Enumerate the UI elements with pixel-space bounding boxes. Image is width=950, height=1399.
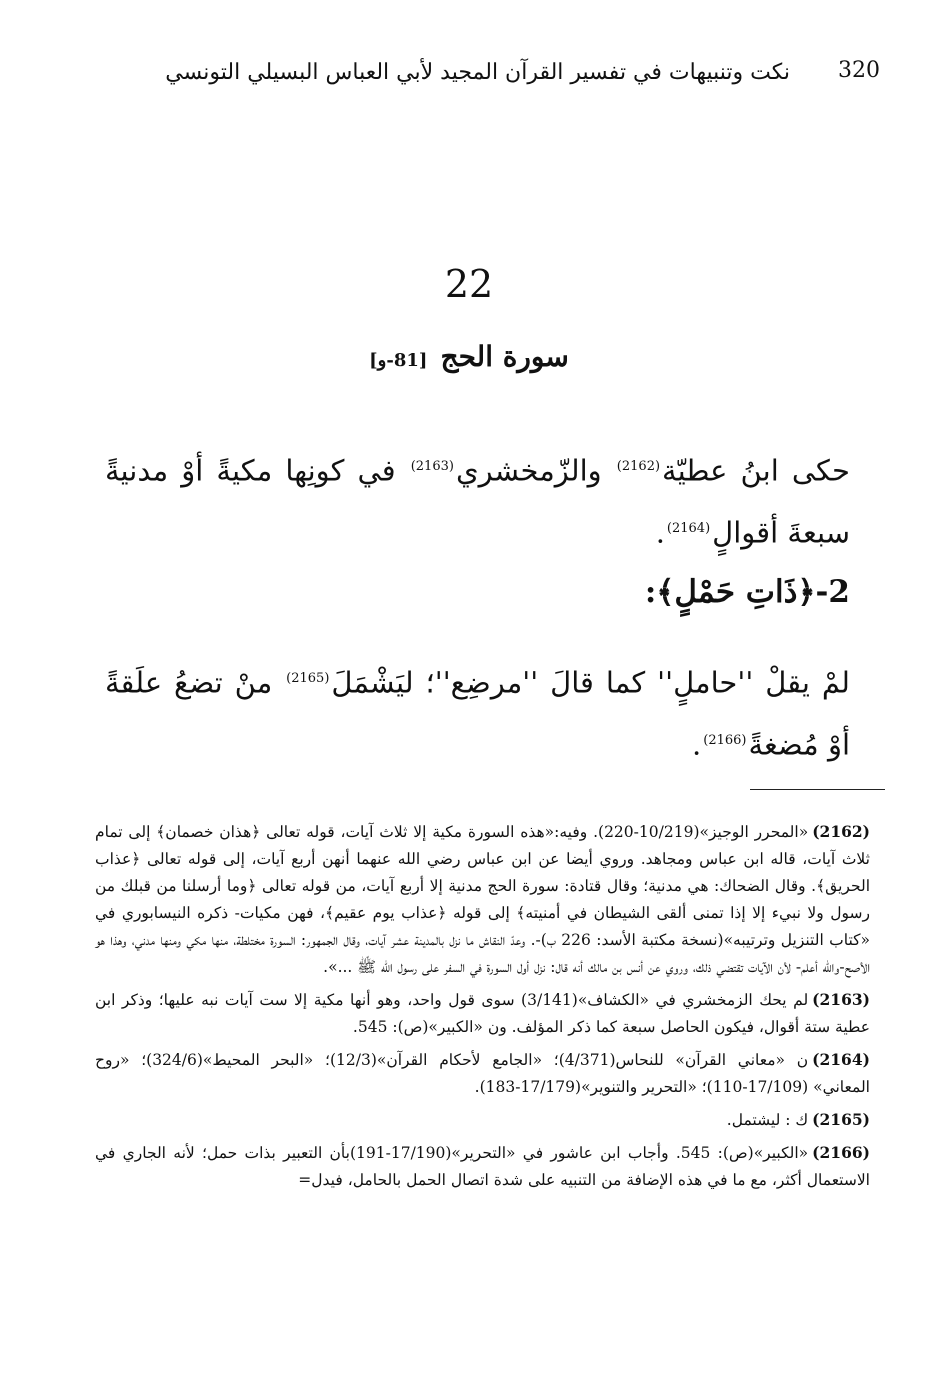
commentary-text: . xyxy=(692,727,702,762)
footnote xyxy=(95,1139,870,1194)
footnote-number: (2166) xyxy=(812,1143,870,1162)
manuscript-folio: [81-و] xyxy=(369,350,428,371)
verse-commentary xyxy=(105,650,850,773)
footnote-ref: (2166) xyxy=(703,732,747,748)
footnote-text: «المحرر الوجيز»(10/219-220). وفيه:«هذه السورة مكية إلا ثلاث آيات، قوله تعالى ﴿هذان خصمان﴾ إلى تمام ثلاث آيات، قاله ابن عباس ومجاهد. وروي أيضا عن ابن عباس رضي الله عنهما أنهن أربع آيات، إلى قوله تعالى ﴿عذاب الحريق﴾. وقال الضحاك: هي مدنية؛ وقال قتادة: سورة الحج مدنية إلا أربع آيات، من قوله تعالى ﴿وما أرسلنا من قبلك من رسول ولا نبيء إلا إذا تمنى ألقى الشيطان في أمنيته﴾ إلى قوله ﴿عذاب يوم عقيم﴾، فهن مكيات- ذكره النيسابوري في «كتاب التنزيل وترتيبه»(نسخة مكتبة الأسد: 226 ب)-. وعدّ النقاش ما نزل بالمدينة عشر آيات، وقال الجمهور: السورة مختلطة، منها مكي ومنها مدني، وهذا هو الأصح-والله أعلم- لأن الآيات تقتضي ذلك، وروي عن أنس بن مالك أنه قال: نزل أول السورة في السفر على رسول الله ﷺ ...». xyxy=(95,823,870,976)
page-number: 320 xyxy=(838,58,880,83)
footnote xyxy=(95,1046,870,1101)
footnote-number: (2163) xyxy=(812,990,870,1009)
footnote-text: «الكبير»(ص): 545. وأجاب ابن عاشور في «التحرير»(17/190-191)بأن التعبير بذات حمل؛ لأنه الجاري في الاستعمال أكثر، مع ما في هذه الإضافة من التنبيه على شدة اتصال الحمل بالحامل، فيدل= xyxy=(95,1144,870,1189)
footnote-text: لم يحك الزمخشري في «الكشاف»(3/141) سوى قول واحد، وهو أنها مكية إلا ست آيات نبه عليها؛ وذكر ابن عطية ستة أقوال، فيكون الحاصل سبعة كما ذكر المؤلف. ون «الكبير»(ص): 545. xyxy=(95,991,870,1036)
commentary-text: منْ تضعُ علَقةً أوْ مُضغةً xyxy=(105,665,850,762)
intro-paragraph xyxy=(105,438,850,561)
footnote-text: ك : ليشتمل. xyxy=(726,1111,809,1129)
footnote xyxy=(95,818,870,981)
footnote-ref: (2165) xyxy=(286,671,330,686)
footnote-ref: (2163) xyxy=(410,459,454,474)
footnote-number: (2165) xyxy=(812,1110,870,1129)
commentary-text: لمْ يقلْ ''حاملٍ'' كما قالَ ''مرضِع''؛ ليَشْمَلَ xyxy=(331,665,850,700)
page-header xyxy=(165,58,880,102)
intro-text: في كونِها مكيةً أوْ مدنيةً سبعةَ أقوالٍ xyxy=(105,453,850,550)
footnote xyxy=(95,1106,870,1134)
intro-text: حكى ابنُ عطيّة xyxy=(662,453,850,488)
footnote-ref: (2164) xyxy=(666,520,711,536)
verse-heading: 2-﴿ذَاتِ حَمْلٍ﴾: xyxy=(644,574,850,610)
surah-heading xyxy=(0,340,938,373)
footnote-separator xyxy=(750,789,885,790)
footnote-number: (2164) xyxy=(812,1050,870,1069)
intro-text: . xyxy=(655,515,665,550)
footnote-number: (2162) xyxy=(812,822,871,841)
running-title: نكت وتنبيهات في تفسير القرآن المجيد لأبي العباس البسيلي التونسي xyxy=(165,60,790,85)
footnote xyxy=(95,986,870,1041)
chapter-number: 22 xyxy=(444,262,494,306)
surah-title: سورة الحج xyxy=(440,340,569,373)
intro-text: والزّمخشري xyxy=(455,453,615,488)
footnote-text: ن «معاني القرآن» للنحاس(4/371)؛ «الجامع لأحكام القرآن»(12/3)؛ «البحر المحيط»(324/6)؛ «روح المعاني» (17/109-110)؛ «التحرير والتنوير»(17/179-183). xyxy=(95,1051,870,1096)
footnote-ref: (2162) xyxy=(616,459,661,474)
footnotes xyxy=(95,818,870,1199)
